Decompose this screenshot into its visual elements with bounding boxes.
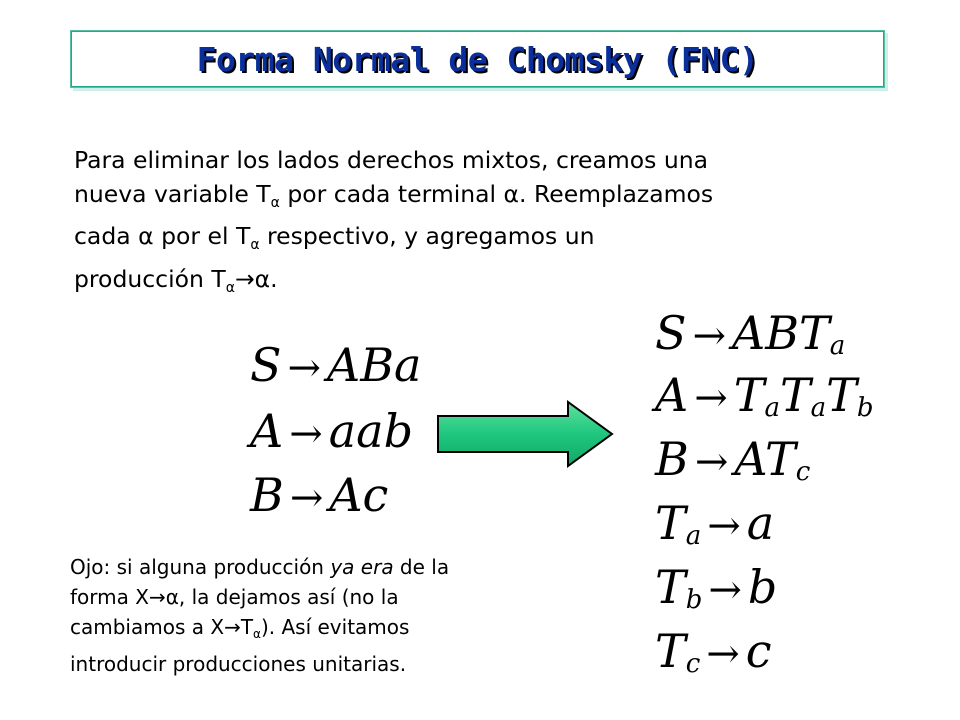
right-production-tb [655, 560, 778, 615]
production-arrow: → [289, 411, 323, 457]
subscript: c [685, 649, 701, 679]
intro-text: producción T [74, 264, 226, 293]
note-text: ). Así evitamos [260, 615, 410, 639]
intro-text: por el T [153, 222, 251, 250]
production-lhs: T [655, 624, 686, 678]
production-arrow: → [692, 313, 727, 359]
production-rhs: c [745, 624, 772, 678]
note-line-2 [70, 582, 590, 612]
arrow-symbol: → [224, 615, 241, 639]
right-production-s [655, 306, 846, 361]
subscript: a [685, 521, 702, 551]
note-line-4 [70, 649, 590, 679]
production-arrow: → [289, 475, 324, 521]
intro-text: . Reemplazamos [519, 179, 714, 208]
production-rhs: ABa [327, 338, 422, 392]
production-rhs: Ac [329, 468, 389, 522]
production-rhs: aab [328, 404, 414, 458]
note-paragraph [70, 552, 590, 679]
production-rhs: T [826, 368, 857, 422]
production-rhs: a [746, 496, 775, 550]
production-arrow: → [694, 375, 728, 421]
arrow-symbol: → [234, 264, 255, 293]
production-rhs: T [779, 368, 811, 422]
note-text: , la dejamos así (no la [178, 585, 399, 609]
subscript: c [795, 457, 811, 487]
intro-paragraph [74, 144, 874, 305]
production-lhs: A [655, 368, 689, 422]
alpha-subscript: α [270, 194, 280, 211]
production-lhs: B [655, 432, 689, 486]
production-lhs: S [250, 338, 282, 392]
intro-line-4 [74, 263, 874, 306]
note-text: introducir producciones unitarias. [70, 652, 407, 676]
alpha-symbol: α [138, 222, 154, 250]
slide-title: Forma Normal de Chomsky (FNC) [196, 40, 759, 79]
note-text: T [240, 615, 254, 639]
left-production-s [250, 338, 422, 392]
alpha-subscript: α [253, 627, 261, 641]
alpha-symbol: α [165, 585, 179, 609]
right-production-ta [655, 496, 775, 551]
production-rhs: T [733, 368, 765, 422]
alpha-subscript: α [250, 237, 260, 253]
subscript: b [856, 393, 874, 423]
production-lhs: S [655, 306, 687, 360]
note-text: Ojo: si alguna producción [70, 555, 331, 579]
right-production-b [655, 432, 811, 487]
right-production-a [655, 368, 874, 423]
alpha-symbol: α [254, 264, 271, 293]
arrow-symbol: → [148, 585, 166, 609]
production-lhs: A [250, 404, 284, 458]
intro-line-3 [74, 220, 874, 263]
production-lhs: B [250, 468, 284, 522]
transform-arrow-icon [436, 400, 616, 468]
intro-text: Para eliminar los lados derechos mixtos, creamos una [74, 146, 709, 174]
note-text: de la [393, 555, 450, 579]
note-text: forma X [70, 585, 149, 609]
production-arrow: → [707, 503, 741, 549]
production-arrow: → [287, 345, 322, 391]
note-text: cambiamos a X [70, 615, 225, 639]
right-production-tc [655, 624, 772, 679]
production-rhs: AT [734, 432, 796, 486]
intro-line-2 [74, 178, 874, 221]
intro-text: respectivo, y agregamos un [259, 222, 595, 250]
note-emphasis: ya era [330, 555, 394, 579]
production-rhs: ABT [732, 306, 830, 360]
production-arrow: → [694, 439, 729, 485]
subscript: a [764, 393, 780, 423]
subscript: b [685, 585, 703, 615]
intro-text: . [270, 264, 278, 293]
production-rhs: b [747, 560, 778, 614]
subscript: a [829, 331, 846, 361]
production-arrow: → [708, 567, 742, 613]
intro-text: por cada terminal [279, 179, 504, 208]
production-lhs: T [655, 560, 686, 614]
subscript: a [810, 393, 827, 423]
intro-text: cada [74, 222, 139, 250]
production-arrow: → [706, 631, 740, 677]
production-lhs: T [655, 496, 686, 550]
alpha-symbol: α [503, 179, 520, 208]
intro-text: nueva variable T [74, 179, 271, 208]
left-production-b [250, 468, 389, 522]
alpha-subscript: α [225, 279, 235, 296]
note-line-3 [70, 612, 590, 649]
title-box [70, 30, 885, 88]
note-line-1 [70, 552, 590, 582]
left-production-a [250, 404, 414, 458]
intro-line-1 [74, 144, 874, 178]
